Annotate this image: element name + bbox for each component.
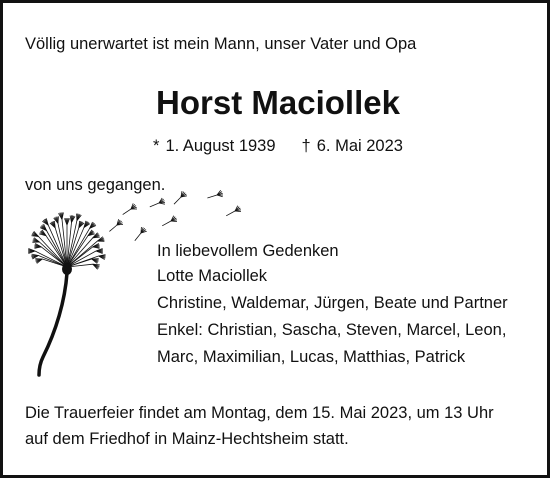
- mourner-line: Lotte Maciollek: [157, 267, 268, 285]
- death-date-group: [302, 136, 403, 156]
- life-dates: [3, 136, 550, 156]
- birth-date: 1. August 1939: [165, 137, 276, 155]
- cross-icon: †: [301, 137, 311, 155]
- mourner-line: In liebevollem Gedenken: [157, 242, 339, 260]
- birth-symbol: *: [153, 137, 160, 155]
- departed-text: von uns gegangen.: [25, 176, 166, 194]
- mourner-line: Enkel: Christian, Sascha, Steven, Marcel, Leon,: [157, 321, 507, 339]
- mourner-line: Christine, Waldemar, Jürgen, Beate und Partner: [157, 294, 508, 312]
- birth-date-group: [153, 136, 276, 156]
- intro-text: Völlig unerwartet ist mein Mann, unser Vater und Opa: [25, 35, 417, 53]
- funeral-info: auf dem Friedhof in Mainz-Hechtsheim statt.: [25, 430, 349, 448]
- deceased-name: Horst Maciollek: [156, 84, 400, 121]
- mourner-line: Marc, Maximilian, Lucas, Matthias, Patrick: [157, 348, 466, 366]
- death-date: 6. Mai 2023: [316, 137, 403, 155]
- funeral-info: Die Trauerfeier findet am Montag, dem 15. Mai 2023, um 13 Uhr: [25, 404, 494, 422]
